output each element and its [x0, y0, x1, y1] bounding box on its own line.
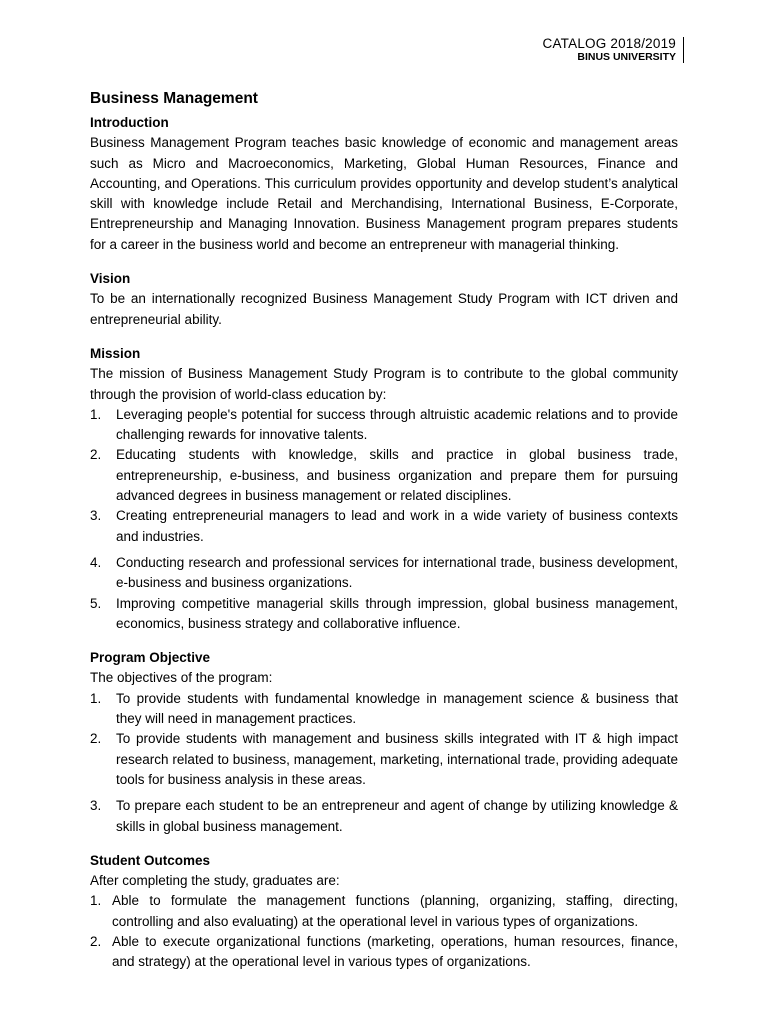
list-item [90, 405, 678, 446]
list-item [90, 506, 678, 547]
list-number: 2. [90, 933, 102, 949]
list-item [90, 891, 678, 932]
introduction-text: Business Management Program teaches basic knowledge of economic and management areas such as Micro and Macroeconomics, Marketing, Global Human Resources, Finance and Accounting, and Operations. This curriculum provides opportunity and develop student’s analytical skill with knowledge include Retail and Merchandising, International Business, E-Corporate, Entrepreneurship and Managing Innovation. Business Management program prepares students for a career in the business world and become an entrepreneur with managerial thinking. [90, 135, 678, 252]
program-objective-section [90, 648, 678, 837]
university-label: BINUS UNIVERSITY [577, 50, 676, 63]
student-outcomes-section [90, 851, 678, 973]
document-body [90, 88, 678, 973]
list-number: 5. [90, 595, 102, 611]
list-number: 1. [90, 690, 102, 706]
list-text: To provide students with fundamental knowledge in management science & business that they will need in management practices. [116, 690, 678, 727]
catalog-header [543, 37, 684, 63]
list-number: 2. [90, 731, 102, 747]
list-text: Leveraging people's potential for success through altruistic academic relations and to provide challenging rewards for innovative talents. [116, 406, 678, 443]
list-item [90, 796, 678, 837]
introduction-section [90, 113, 678, 255]
list-number: 3. [90, 508, 102, 524]
list-number: 1. [90, 406, 102, 422]
mission-section [90, 344, 678, 634]
list-number: 4. [90, 554, 102, 570]
student-outcomes-list [90, 891, 678, 972]
student-outcomes-heading: Student Outcomes [90, 852, 211, 868]
introduction-heading: Introduction [90, 115, 169, 130]
list-number: 2. [90, 447, 102, 463]
list-item [90, 729, 678, 790]
list-text: Able to formulate the management functions (planning, organizing, staffing, directing, controlling and also evaluating) at the operational level in various types of organizations. [112, 893, 678, 929]
list-text: Able to execute organizational functions (marketing, operations, human resources, finance, and strategy) at the operational level in various types of organizations. [112, 933, 678, 970]
list-text: To provide students with management and business skills integrated with IT & high impact research related to business, management, marketing, international trade, providing adequate tools for business analysis in these areas. [116, 731, 678, 787]
list-text: Conducting research and professional services for international trade, business development, e-business and business organizations. [116, 554, 678, 591]
list-item [90, 445, 678, 506]
vision-text: To be an internationally recognized Business Management Study Program with ICT driven and entrepreneurial ability. [90, 291, 678, 327]
page-title: Business Management [90, 90, 258, 107]
vision-heading: Vision [90, 271, 131, 287]
list-item [90, 689, 678, 730]
list-text: To prepare each student to be an entrepreneur and agent of change by utilizing knowledge & skills in global business management. [116, 798, 678, 834]
mission-list [90, 405, 678, 634]
program-objective-heading: Program Objective [90, 650, 211, 666]
program-objective-list [90, 689, 678, 837]
program-objective-intro: The objectives of the program: [90, 670, 273, 686]
mission-heading: Mission [90, 345, 141, 361]
mission-intro: The mission of Business Management Study Program is to contribute to the global community through the provision of world-class education by: [90, 366, 678, 402]
list-number: 3. [90, 798, 102, 814]
list-number: 1. [90, 893, 102, 909]
list-text: Educating students with knowledge, skills and practice in global business trade, entrepreneurship, e-business, and business organization and prepare them for pursuing advanced degrees in business management or related disciplines. [116, 447, 678, 504]
vision-section [90, 269, 678, 330]
list-text: Improving competitive managerial skills through impression, global business management, economics, business strategy and collaborative influence. [116, 595, 678, 631]
list-text: Creating entrepreneurial managers to lead and work in a wide variety of business contexts and industries. [116, 508, 678, 544]
list-item [90, 553, 678, 594]
catalog-label: CATALOG 2018/2019 [542, 36, 676, 51]
list-item [90, 594, 678, 635]
student-outcomes-intro: After completing the study, graduates are: [90, 873, 340, 889]
list-item [90, 932, 678, 973]
